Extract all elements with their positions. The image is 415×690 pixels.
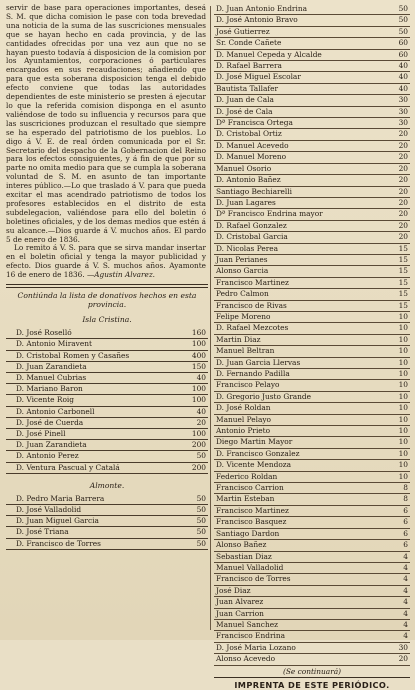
donor-name: D. Francisco Gonzalez — [216, 448, 300, 458]
donor-amount: 10 — [398, 448, 408, 458]
donor-row — [6, 339, 208, 350]
donor-name: D. Manuel Cubrias — [16, 372, 87, 382]
donor-row — [6, 395, 208, 406]
donor-row — [6, 527, 208, 538]
donor-amount: 6 — [403, 517, 408, 527]
section-almonte: Almonte. — [89, 480, 125, 490]
donor-row — [214, 609, 410, 620]
donor-name: D. Vicente Roig — [16, 395, 75, 405]
donor-name: D. José de Cala — [216, 106, 273, 116]
donor-amount: 10 — [398, 460, 408, 470]
rows-almonte — [6, 494, 208, 550]
donor-name: D. Juan Antonio Endrina — [216, 4, 307, 13]
donor-row — [214, 631, 410, 642]
donor-name: Francisco Martinez — [216, 277, 289, 287]
donor-amount: 40 — [196, 406, 206, 416]
donor-row — [214, 209, 410, 220]
donor-amount: 10 — [398, 346, 408, 356]
donor-amount: 6 — [403, 540, 408, 550]
donor-name: D. Rafael Mezcotes — [216, 323, 289, 333]
donor-row — [214, 72, 410, 83]
donor-amount: 15 — [398, 289, 408, 299]
donor-name: D. Juan Miguel Garcia — [16, 516, 99, 526]
list-title: Contiúnda la lista de donativos hechos en esta provincia. — [17, 291, 197, 310]
donor-amount: 200 — [191, 440, 206, 450]
donor-amount: 400 — [191, 350, 206, 360]
donor-name: Santiago Bechiarelli — [216, 186, 292, 196]
donor-name: Martin Diaz — [216, 334, 261, 344]
donor-amount: 10 — [398, 369, 408, 378]
donor-name: D. José Roldan — [216, 403, 271, 413]
donor-row — [214, 255, 410, 266]
imprint-rule — [214, 677, 410, 678]
donor-name: Manuel Osorio — [216, 163, 272, 173]
donor-name: D. Juan de Cala — [216, 95, 274, 105]
donor-amount: 100 — [191, 428, 206, 438]
donor-row — [214, 323, 410, 334]
donor-row — [214, 107, 410, 118]
donor-row — [214, 643, 410, 654]
donor-row — [214, 232, 410, 243]
donor-amount: 50 — [196, 451, 206, 461]
donor-row — [214, 187, 410, 198]
donor-row — [214, 301, 410, 312]
donor-amount: 150 — [191, 361, 206, 371]
donor-amount: 4 — [403, 574, 408, 584]
donor-amount: 20 — [398, 140, 408, 150]
donor-amount: 15 — [398, 254, 408, 264]
donor-name: D. José Triana — [16, 527, 69, 537]
donor-amount: 40 — [398, 72, 408, 82]
donor-row — [214, 141, 410, 152]
donor-row — [214, 654, 410, 665]
donor-amount: 50 — [398, 15, 408, 25]
donor-amount: 40 — [398, 61, 408, 71]
donor-name: Alonso Garcia — [216, 266, 269, 276]
donor-list-isla — [6, 328, 208, 474]
donor-amount: 60 — [398, 38, 408, 48]
donor-name: D. José Roselló — [16, 328, 72, 338]
donor-name: Sebastian Diaz — [216, 551, 272, 561]
donor-amount: 40 — [196, 372, 206, 382]
donor-amount: 10 — [398, 357, 408, 367]
donor-amount: 10 — [398, 311, 408, 321]
donor-row — [214, 152, 410, 163]
donor-name: D. Nicolas Perea — [216, 243, 279, 253]
donor-row — [214, 289, 410, 300]
donor-row — [214, 4, 410, 15]
donor-amount: 20 — [398, 220, 408, 230]
donor-name: José Gutierrez — [216, 26, 270, 36]
donor-name: D. Cristobal Garcia — [216, 232, 288, 242]
donor-row — [214, 437, 410, 448]
donor-name: D. Fernando Padilla — [216, 369, 290, 378]
donor-row — [214, 403, 410, 414]
donor-name: D. José Valladolid — [16, 504, 82, 514]
donor-row — [214, 164, 410, 175]
donor-row — [6, 384, 208, 395]
donor-name: Francisco Pelayo — [216, 380, 280, 390]
donor-amount: 6 — [403, 505, 408, 515]
donor-name: D. José Maria Lozano — [216, 642, 296, 652]
donor-row — [214, 118, 410, 129]
donor-row — [6, 407, 208, 418]
donor-name: Alonso Acevedo — [216, 654, 276, 664]
donor-name: Francisco de Torres — [216, 574, 291, 584]
donor-name: Manuel Valladolid — [216, 562, 284, 572]
donor-amount: 20 — [196, 417, 206, 427]
donor-name: D. José Antonio Bravo — [216, 15, 298, 25]
donor-name: Antonio Prieto — [216, 426, 271, 436]
donor-row — [6, 429, 208, 440]
donor-row — [214, 449, 410, 460]
donor-amount: 4 — [403, 619, 408, 629]
donor-row — [214, 358, 410, 369]
donor-name: Santiago Dardon — [216, 528, 280, 538]
donor-name: Dª Francisco Endrina mayor — [216, 209, 323, 219]
donor-name: Dª Francisca Ortega — [216, 118, 293, 128]
donor-name: Pedro Calmon — [216, 289, 269, 299]
donor-amount: 100 — [191, 395, 206, 405]
donor-row — [214, 278, 410, 289]
donor-row — [214, 620, 410, 631]
donor-row — [6, 494, 208, 505]
donor-name: D. Cristobal Ortiz — [216, 129, 282, 139]
section-isla-cristina: Isla Cristina. — [82, 315, 132, 325]
donor-name: D. Ventura Pascual y Catalá — [16, 462, 120, 472]
donor-amount: 15 — [398, 266, 408, 276]
donor-row — [6, 418, 208, 429]
donor-row — [214, 529, 410, 540]
donor-amount: 30 — [398, 118, 408, 128]
donor-row — [214, 346, 410, 357]
donor-amount: 50 — [196, 527, 206, 537]
donor-name: Francisco Basquez — [216, 517, 287, 527]
donor-amount: 10 — [398, 437, 408, 447]
donor-row — [214, 426, 410, 437]
donor-row — [6, 373, 208, 384]
article-text-2: Lo remito á V. S. para que se sirva mandar insertar en el boletin oficial y tenga la mayor publicidad y efecto. Dios guarde á V. S. muchos años. Ayamonte 16 de enero de 1836. — [6, 243, 206, 280]
donor-row — [214, 483, 410, 494]
donor-row — [214, 312, 410, 323]
donor-name: D. Cristobal Romen y Casañes — [16, 350, 130, 360]
donor-amount: 8 — [403, 494, 408, 504]
donor-row — [214, 597, 410, 608]
donor-name: D. Rafael Gonzalez — [216, 220, 287, 230]
donor-name: Francisco de Rivas — [216, 300, 287, 310]
donor-row — [6, 516, 208, 527]
donor-name: Juan Carrion — [216, 608, 264, 618]
donor-amount: 10 — [398, 426, 408, 436]
donor-row — [214, 244, 410, 255]
donor-row — [214, 221, 410, 232]
left-column — [6, 4, 208, 630]
donor-amount: 6 — [403, 528, 408, 538]
donor-row — [214, 415, 410, 426]
donor-row — [214, 517, 410, 528]
donor-row — [6, 362, 208, 373]
donor-name: D. Antonio Bañez — [216, 175, 281, 185]
donor-name: D. Pedro Maria Barrera — [16, 493, 105, 503]
donor-row — [214, 392, 410, 403]
donor-amount: 30 — [398, 642, 408, 652]
donor-name: D. Manuel Acevedo — [216, 140, 289, 150]
donor-amount: 4 — [403, 631, 408, 641]
donor-amount: 15 — [398, 277, 408, 287]
article-text: servir de base para operaciones importantes, deseá S. M. que dicha comision le pase con toda brevedad una noticia de la suma de las suscriciones mensuales que se hayan hecho en cada provincia, y de las cantidades ofrecidas por una vez aun que no se hayan puesto todavía á disposicion de la comision por los Ayuntamientos, corporaciones ó particulares encargados en sus recaudaciones; añadiendo que para que esta soberana disposicion tenga el debido efecto conviene que todas las autoridades dependientes de este ministerio se presten á ejecutar lo que la referida comision disponga en el asunto valiéndose de todo su influencia y recursos para que las suscriciones produzcan el resultado que siempre se ha esperado del patriotismo de los pueblos. Lo digo á V. E. de real órden comunicada por el Sr. Secretario del despacho de la Gobernacion del Reino para los efectos consiguientes, y á fin de que por su parte no omita medio para que se cumpla la soberana voluntad de S. M. en asunto de tan importante interes público.—Lo que traslado á V. para que pueda excitar el mas acendrado patriotismo de todos los profesores establecidos en el distrito de esta subdelegacion, valiéndose para ello del boletin ó boletines oficiales, y de los demas medios que estén á su alcance.—Dios guarde á V. muchos años. El pardo 5 de enero de 1836. — [6, 3, 206, 244]
donor-name: D. Juan Garcia Llervas — [216, 357, 301, 367]
donor-amount: 200 — [191, 462, 206, 472]
donor-name: Sr. Conde Cañete — [216, 38, 282, 48]
donor-row — [214, 27, 410, 38]
donor-name: José Diaz — [216, 585, 251, 595]
donor-name: D. Gregorio Justo Grande — [216, 391, 312, 401]
donor-amount: 4 — [403, 562, 408, 572]
donor-amount: 50 — [196, 504, 206, 514]
donor-name: Federico Roldan — [216, 471, 278, 481]
donor-row — [214, 84, 410, 95]
donor-row — [6, 351, 208, 362]
donor-amount: 160 — [191, 328, 206, 338]
donor-row — [6, 440, 208, 451]
donor-amount: 10 — [398, 414, 408, 424]
donor-name: Juan Alvarez — [216, 597, 264, 607]
donor-name: Bautista Tallafer — [216, 83, 278, 93]
donor-amount: 50 — [196, 538, 206, 548]
donor-list-almonte — [6, 494, 208, 550]
donor-name: Alonso Bañez — [216, 540, 267, 550]
donor-row — [214, 335, 410, 346]
donor-amount: 10 — [398, 323, 408, 333]
donor-amount: 50 — [196, 516, 206, 526]
donor-amount: 30 — [398, 95, 408, 105]
donor-amount: 50 — [398, 26, 408, 36]
donor-amount: 30 — [398, 106, 408, 116]
donor-name: D. Juan Zarandieta — [16, 361, 87, 371]
donor-amount: 20 — [398, 163, 408, 173]
signature: —Agustin Alvarez. — [86, 270, 155, 280]
donor-amount: 4 — [403, 608, 408, 618]
donor-amount: 20 — [398, 654, 408, 664]
donor-name: D. Antonio Miravent — [16, 339, 92, 349]
donor-name: D. José Pinell — [16, 428, 66, 438]
donor-name: D. Antonio Perez — [16, 451, 79, 461]
donor-amount: 20 — [398, 186, 408, 196]
donor-row — [214, 15, 410, 26]
donor-name: Manuel Pelayo — [216, 414, 271, 424]
donor-row — [214, 494, 410, 505]
article-paragraph — [6, 4, 208, 244]
donor-row — [214, 460, 410, 471]
donor-row — [214, 198, 410, 209]
donor-amount: 4 — [403, 585, 408, 595]
article-paragraph-2 — [6, 244, 208, 280]
donor-name: D. Rafael Barrera — [216, 61, 282, 71]
donor-row — [6, 539, 208, 550]
donor-amount: 20 — [398, 175, 408, 185]
donor-row — [214, 175, 410, 186]
donor-amount: 20 — [398, 152, 408, 162]
donor-amount: 8 — [403, 483, 408, 493]
donor-row — [214, 540, 410, 551]
right-column — [214, 4, 410, 690]
donor-row — [214, 380, 410, 391]
continued-note: (Se continuará) — [282, 666, 342, 676]
donor-name: D. Antonio Carbonell — [16, 406, 95, 416]
donor-row — [214, 574, 410, 585]
donor-amount: 4 — [403, 551, 408, 561]
donor-amount: 20 — [398, 232, 408, 242]
donor-row — [214, 552, 410, 563]
donor-amount: 10 — [398, 471, 408, 481]
donor-name: Juan Perianes — [216, 254, 268, 264]
donor-amount: 50 — [196, 493, 206, 503]
donor-name: Francisco Martinez — [216, 505, 289, 515]
donor-amount: 15 — [398, 243, 408, 253]
donor-amount: 20 — [398, 129, 408, 139]
imprint-line: IMPRENTA DE ESTE PERIÓDICO. — [234, 679, 390, 690]
section-divider — [6, 284, 208, 288]
donor-name: Francisco Carrion — [216, 483, 284, 493]
donor-row — [214, 586, 410, 597]
donor-amount: 10 — [398, 380, 408, 390]
donor-name: D. Vicente Mendoza — [216, 460, 292, 470]
donor-name: Diego Martin Mayor — [216, 437, 293, 447]
donor-row — [214, 563, 410, 574]
donor-name: D. Juan Lagares — [216, 197, 276, 207]
donor-name: D. Juan Zarandieta — [16, 440, 87, 450]
donor-name: D. Manuel Cepeda y Alcalde — [216, 49, 322, 59]
donor-name: D. Francisco de Torres — [16, 538, 101, 548]
column-divider — [210, 6, 211, 630]
donor-name: Felipe Moreno — [216, 311, 271, 321]
donor-row — [214, 50, 410, 61]
donor-amount: 20 — [398, 209, 408, 219]
donor-name: Francisco Endrina — [216, 631, 286, 641]
donor-list-right — [214, 4, 410, 666]
donor-name: Manuel Beltran — [216, 346, 275, 356]
donor-name: Martin Esteban — [216, 494, 275, 504]
donor-row — [6, 505, 208, 516]
donor-row — [214, 472, 410, 483]
donor-amount: 60 — [398, 49, 408, 59]
donor-amount: 40 — [398, 83, 408, 93]
donor-amount: 4 — [403, 597, 408, 607]
donor-amount: 15 — [398, 300, 408, 310]
donor-name: D. Manuel Moreno — [216, 152, 287, 162]
donor-row — [214, 506, 410, 517]
donor-amount: 10 — [398, 403, 408, 413]
donor-amount: 20 — [398, 197, 408, 207]
donor-row — [214, 38, 410, 49]
donor-row — [6, 463, 208, 474]
donor-row — [214, 369, 410, 380]
donor-amount: 100 — [191, 384, 206, 394]
donor-name: D. Mariano Baron — [16, 384, 83, 394]
donor-row — [214, 95, 410, 106]
donor-row — [214, 266, 410, 277]
donor-name: D. José de Cuerda — [16, 417, 84, 427]
donor-row — [6, 451, 208, 462]
donor-amount: 10 — [398, 334, 408, 344]
donor-row — [6, 328, 208, 339]
donor-amount: 10 — [398, 391, 408, 401]
donor-name: D. José Miguel Escolar — [216, 72, 301, 82]
donor-amount: 50 — [398, 4, 408, 13]
donor-amount: 100 — [191, 339, 206, 349]
donor-row — [214, 129, 410, 140]
donor-name: Manuel Sanchez — [216, 619, 278, 629]
donor-row — [214, 61, 410, 72]
rows-isla — [6, 328, 208, 474]
